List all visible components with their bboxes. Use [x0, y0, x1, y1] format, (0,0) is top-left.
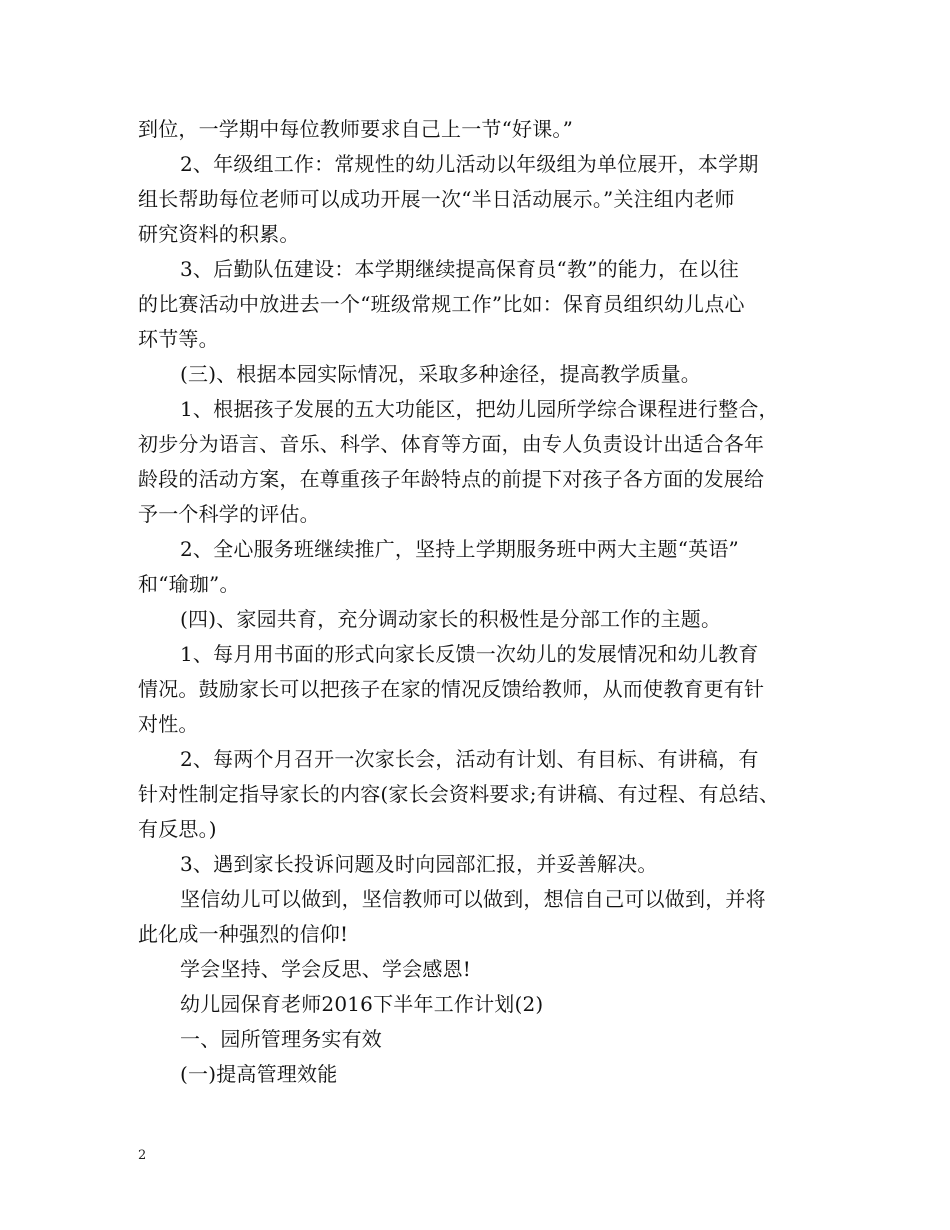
text-line: 到位，一学期中每位教师要求自己上一节“好课。”	[138, 117, 574, 141]
text-line: 予一个科学的评估。	[138, 502, 320, 526]
document-body	[138, 112, 818, 1092]
text-line: 2、年级组工作：常规性的幼儿活动以年级组为单位展开，本学期	[180, 152, 759, 176]
text-line: 一、园所管理务实有效	[180, 1027, 382, 1051]
text-line: 2、全心服务班继续推广，坚持上学期服务班中两大主题“英语”	[180, 537, 739, 561]
text-line: 此化成一种强烈的信仰!	[138, 922, 349, 946]
text-line: 初步分为语言、音乐、科学、体育等方面，由专人负责设计出适合各年	[138, 432, 765, 456]
text-line: 环节等。	[138, 327, 219, 351]
text-line: 2、每两个月召开一次家长会，活动有计划、有目标、有讲稿，有	[180, 747, 759, 771]
text-line: 1、根据孩子发展的五大功能区，把幼儿园所学综合课程进行整合，	[180, 397, 779, 421]
text-line: 3、后勤队伍建设：本学期继续提高保育员“教”的能力，在以往	[180, 257, 739, 281]
text-line: (一)提高管理效能	[180, 1062, 338, 1086]
text-line: 组长帮助每位老师可以成功开展一次“半日活动展示。”关注组内老师	[138, 187, 735, 211]
text-line: 学会坚持、学会反思、学会感恩!	[180, 957, 472, 981]
text-line: 3、遇到家长投诉问题及时向园部汇报，并妥善解决。	[180, 852, 658, 876]
text-line: (三)、根据本园实际情况，采取多种途径，提高教学质量。	[180, 362, 702, 386]
page-number: 2	[138, 1148, 147, 1163]
text-line: 龄段的活动方案，在尊重孩子年龄特点的前提下对孩子各方面的发展给	[138, 467, 765, 491]
text-line: 1、每月用书面的形式向家长反馈一次幼儿的发展情况和幼儿教育	[180, 642, 759, 666]
text-line: 和“瑜珈”。	[138, 572, 240, 596]
text-line: 对性。	[138, 712, 199, 736]
text-line: 的比赛活动中放进去一个“班级常规工作”比如：保育员组织幼儿点心	[138, 292, 745, 316]
text-line: (四)、家园共育，充分调动家长的积极性是分部工作的主题。	[180, 607, 722, 631]
text-line: 情况。鼓励家长可以把孩子在家的情况反馈给教师，从而使教育更有针	[138, 677, 765, 701]
text-line: 研究资料的积累。	[138, 222, 300, 246]
text-line: 坚信幼儿可以做到，坚信教师可以做到，想信自己可以做到，并将	[180, 887, 766, 911]
text-line: 有反思。)	[138, 817, 217, 841]
text-line: 针对性制定指导家长的内容(家长会资料要求;有讲稿、有过程、有总结、	[138, 782, 780, 806]
text-line: 幼儿园保育老师2016下半年工作计划(2)	[180, 992, 544, 1016]
